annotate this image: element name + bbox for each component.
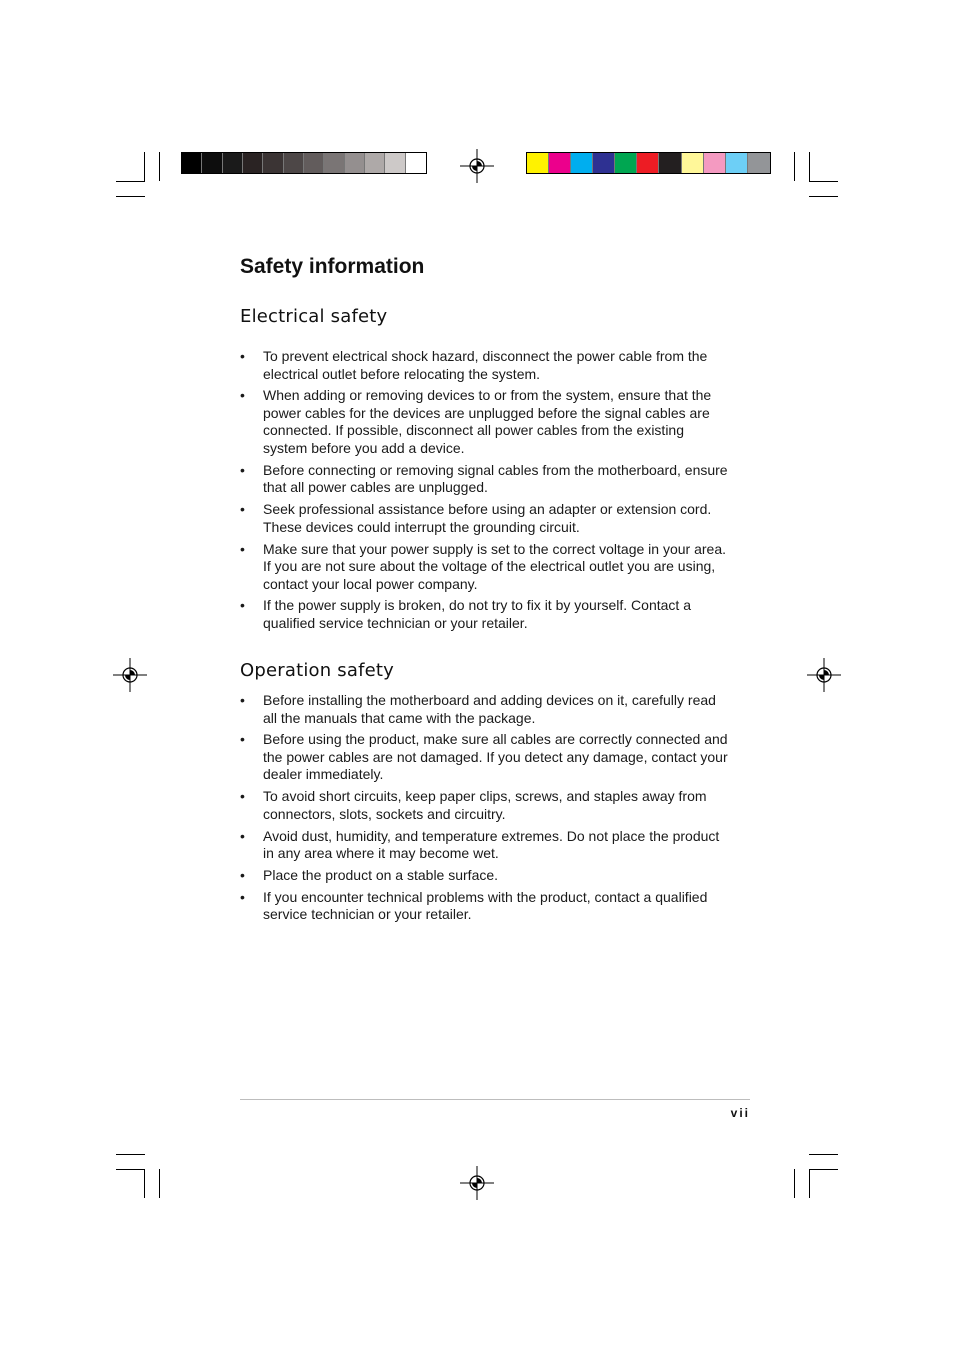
page-number: vii	[730, 1106, 750, 1120]
registration-mark-icon	[113, 658, 147, 692]
crop-mark-line	[809, 1154, 838, 1155]
list-item: • Before connecting or removing signal cables from the motherboard, ensure that all power cables are unplugged.	[240, 462, 730, 497]
list-item: • If the power supply is broken, do not try to fix it by yourself. Contact a qualified service technician or your retailer.	[240, 597, 730, 632]
registration-mark-icon	[807, 658, 841, 692]
crop-mark-line	[794, 152, 795, 181]
color-swatch	[682, 153, 704, 173]
crop-mark-line	[116, 181, 145, 182]
list-item: • Seek professional assistance before using an adapter or extension cord. These devices could interrupt the grounding circuit.	[240, 501, 730, 536]
electrical-safety-list	[240, 348, 730, 637]
crop-mark-line	[794, 1169, 795, 1198]
list-item: • Before using the product, make sure all cables are correctly connected and the power cables are not damaged. If you detect any damage, contact your dealer immediately.	[240, 731, 730, 784]
registration-mark-icon	[460, 149, 494, 183]
crop-mark-line	[809, 196, 838, 197]
list-item: • To prevent electrical shock hazard, disconnect the power cable from the electrical outlet before relocating the system.	[240, 348, 730, 383]
crop-mark-line	[159, 1169, 160, 1198]
process-color-bar	[526, 152, 771, 174]
list-item: • Avoid dust, humidity, and temperature extremes. Do not place the product in any area where it may become wet.	[240, 828, 730, 863]
list-item: • If you encounter technical problems with the product, contact a qualified service technician or your retailer.	[240, 889, 730, 924]
crop-mark-line	[116, 1154, 145, 1155]
color-swatch	[243, 153, 263, 173]
color-swatch	[345, 153, 365, 173]
crop-mark-line	[116, 196, 145, 197]
page-title: Safety information	[240, 255, 425, 278]
crop-mark-line	[159, 152, 160, 181]
color-swatch	[202, 153, 222, 173]
color-swatch	[304, 153, 324, 173]
color-swatch	[549, 153, 571, 173]
crop-mark-line	[809, 152, 810, 181]
color-swatch	[593, 153, 615, 173]
color-swatch	[704, 153, 726, 173]
color-swatch	[385, 153, 405, 173]
color-swatch	[365, 153, 385, 173]
list-item: • Place the product on a stable surface.	[240, 867, 730, 885]
crop-mark-line	[144, 152, 145, 181]
color-swatch	[223, 153, 243, 173]
color-swatch	[324, 153, 344, 173]
color-swatch	[263, 153, 283, 173]
color-swatch	[571, 153, 593, 173]
color-swatch	[726, 153, 748, 173]
grayscale-color-bar	[181, 152, 427, 174]
color-swatch	[748, 153, 770, 173]
color-swatch	[637, 153, 659, 173]
crop-mark-line	[144, 1169, 145, 1198]
color-swatch	[406, 153, 426, 173]
section-heading-electrical-safety: Electrical safety	[240, 306, 388, 327]
operation-safety-list	[240, 692, 730, 928]
color-swatch	[182, 153, 202, 173]
color-swatch	[615, 153, 637, 173]
list-item: • When adding or removing devices to or from the system, ensure that the power cables for the devices are unplugged before the signal cables are connected. If possible, disconnect all power cables from the existing system before you add a device.	[240, 387, 730, 457]
color-swatch	[527, 153, 549, 173]
crop-mark-line	[809, 181, 838, 182]
list-item: • Make sure that your power supply is set to the correct voltage in your area. If you are not sure about the voltage of the electrical outlet you are using, contact your local power company.	[240, 541, 730, 594]
registration-mark-icon	[460, 1166, 494, 1200]
crop-mark-line	[809, 1169, 810, 1198]
list-item: • To avoid short circuits, keep paper clips, screws, and staples away from connectors, slots, sockets and circuitry.	[240, 788, 730, 823]
crop-mark-line	[116, 1169, 145, 1170]
crop-mark-line	[809, 1169, 838, 1170]
color-swatch	[284, 153, 304, 173]
footer-divider	[240, 1099, 750, 1100]
list-item: • Before installing the motherboard and adding devices on it, carefully read all the manuals that came with the package.	[240, 692, 730, 727]
color-swatch	[659, 153, 681, 173]
section-heading-operation-safety: Operation safety	[240, 660, 395, 681]
